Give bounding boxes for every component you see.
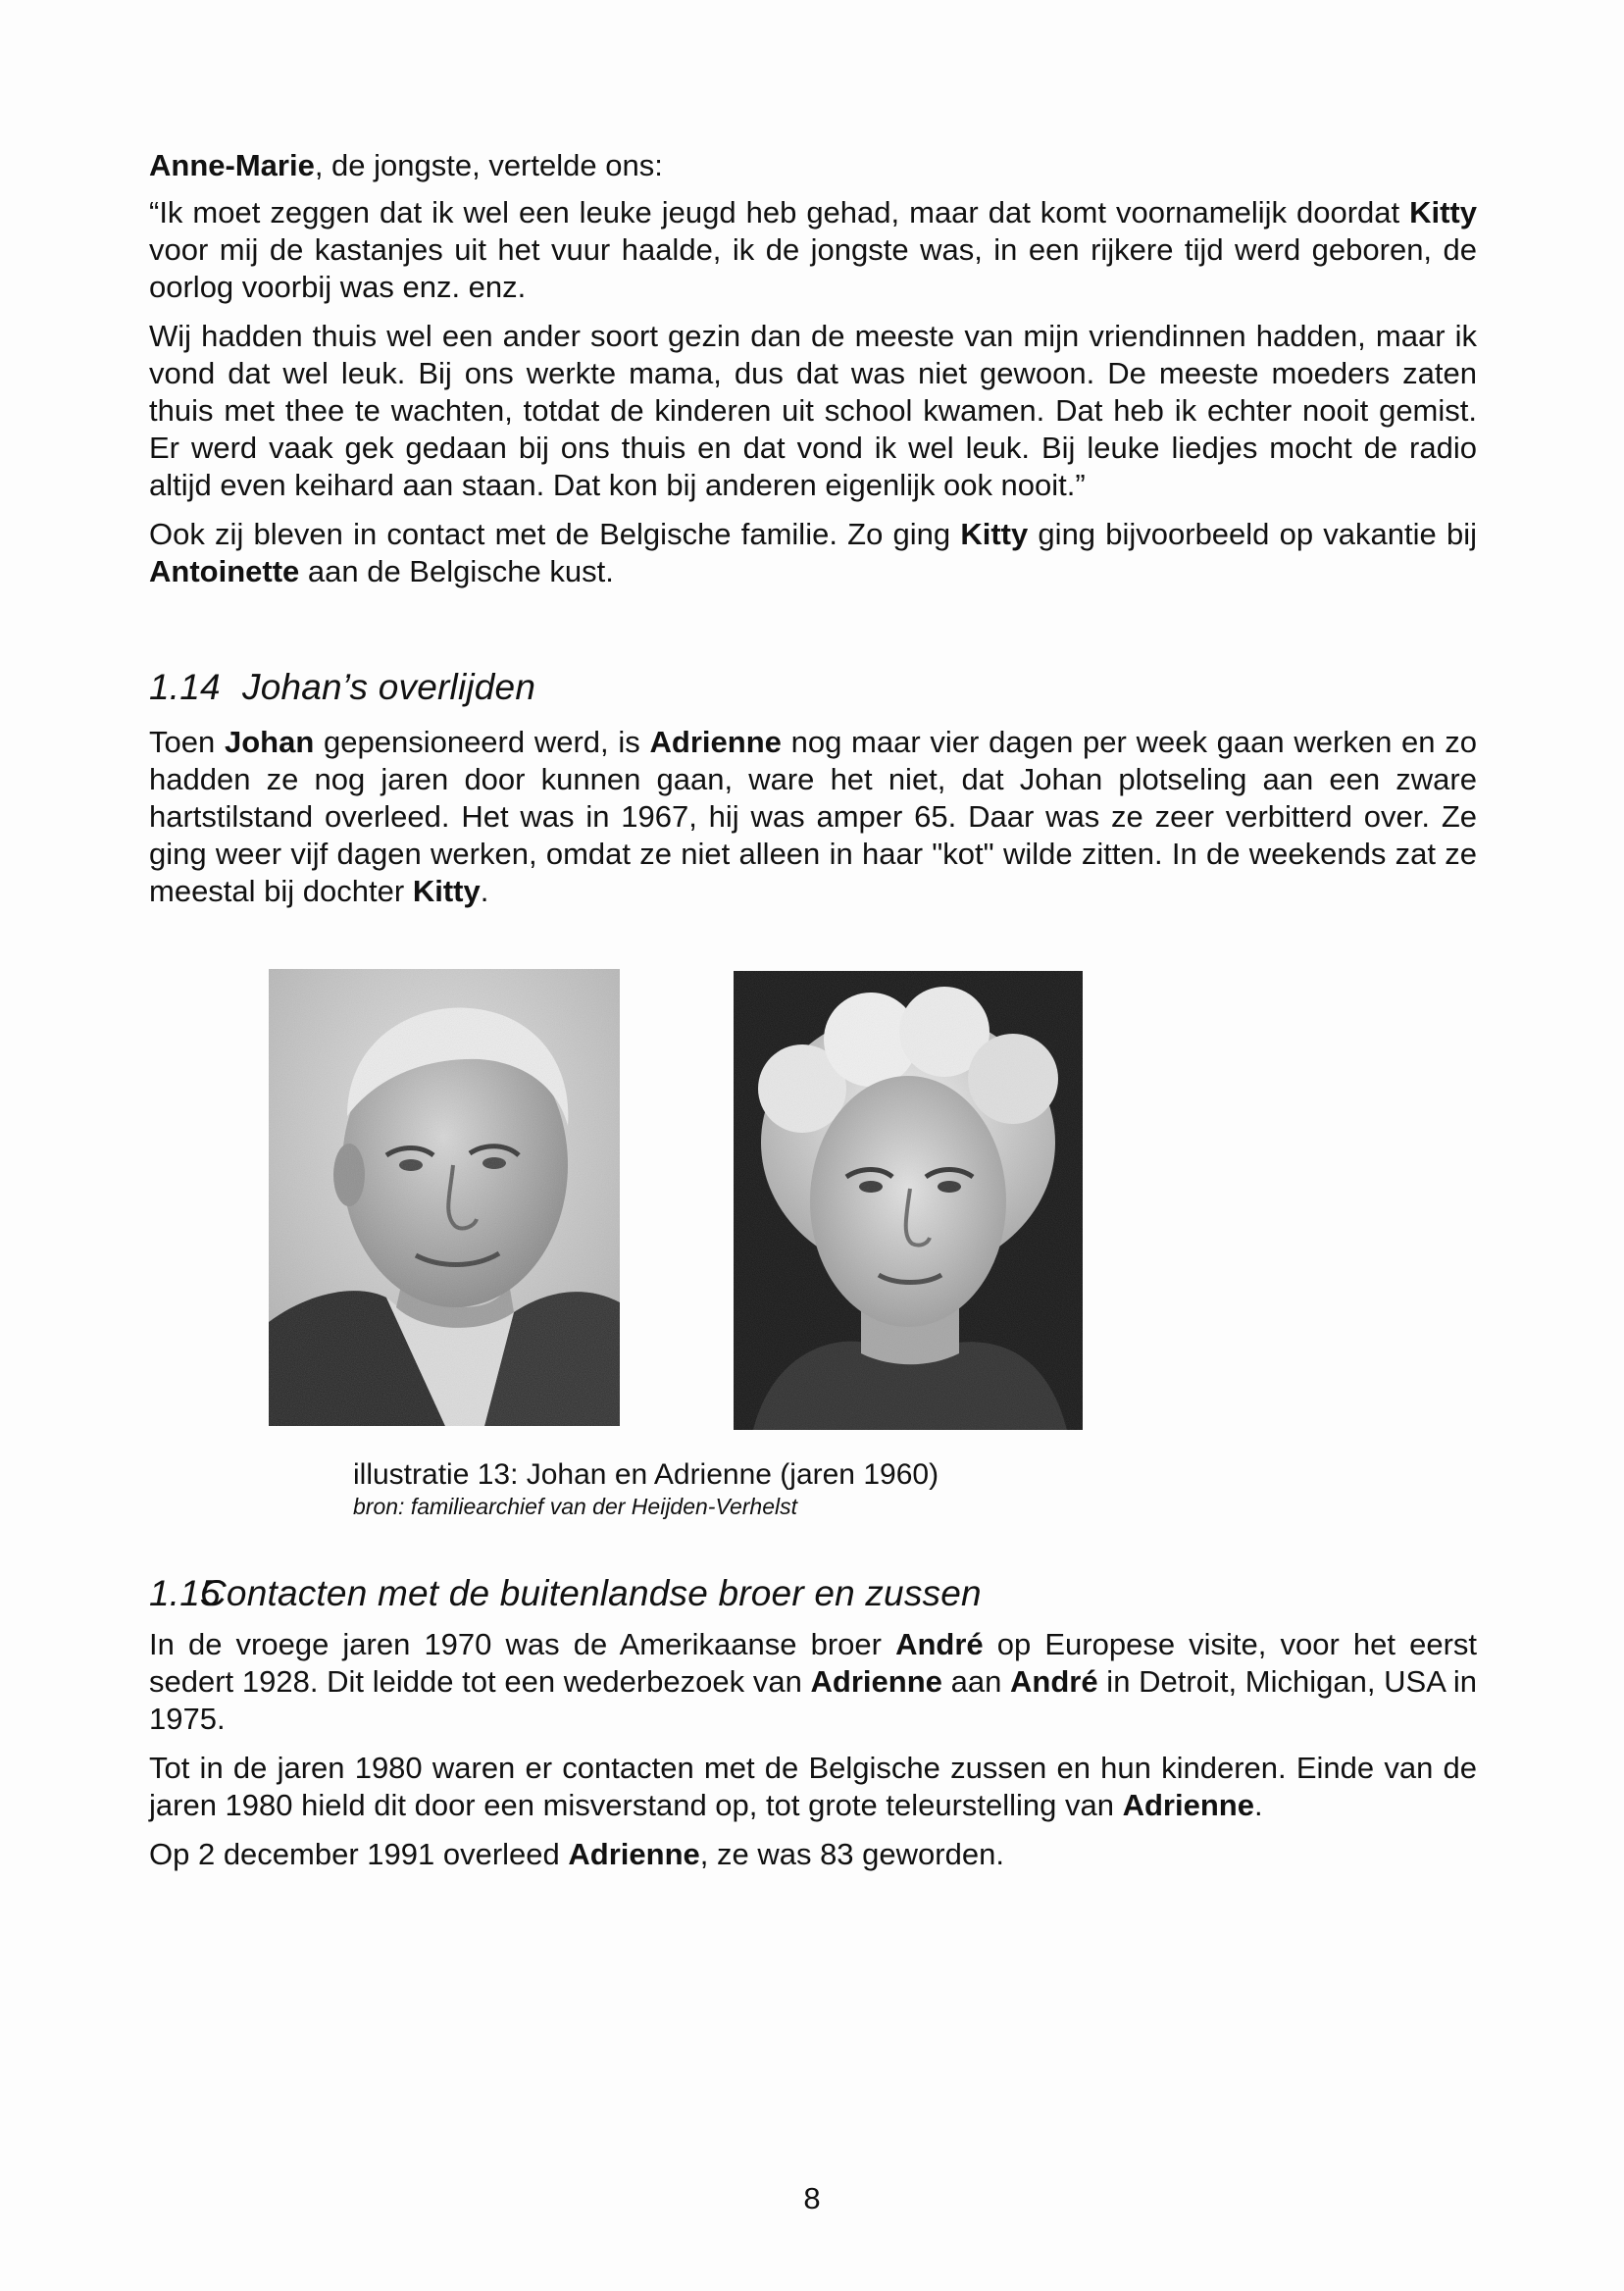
page-number: 8 [803, 2181, 821, 2215]
caption-source: bron: familiearchief van der Heijden-Verhelst [353, 1494, 797, 1519]
portrait-woman-image [734, 971, 1083, 1430]
intro-paragraph-1: Anne-Marie, de jongste, vertelde ons: [149, 148, 663, 182]
bold-name: Adrienne [649, 725, 782, 759]
photo-johan [269, 969, 620, 1426]
bold-name: Antoinette [149, 554, 300, 588]
photo-adrienne [734, 971, 1083, 1430]
section-1-14-paragraph: Toen Johan gepensioneerd werd, is Adrienne nog maar vier dagen per week gaan werken en zo hadden ze nog jaren door kunnen gaan, ware het niet, dat Johan plotseling aan een zware hartstilstand overleed. Het was in 1967, hij was amper 65. Daar was ze zeer verbitterd over. Ze ging weer vijf dagen werken, omdat ze niet alleen in haar "kot" wilde zitten. In de weekends zat ze meestal bij dochter Kitty. [149, 725, 1477, 908]
figure-caption [353, 1457, 1138, 1520]
section-1-15-paragraph-3: Op 2 december 1991 overleed Adrienne, ze was 83 geworden. [149, 1837, 1004, 1871]
caption-text: illustratie 13: Johan en Adrienne (jaren 1960) [353, 1458, 939, 1491]
bold-name: Johan [224, 725, 315, 759]
portrait-man-image [269, 969, 620, 1426]
section-1-15-body [149, 1626, 1477, 1873]
section-1-15-paragraph-2: Tot in de jaren 1980 waren er contacten met de Belgische zussen en hun kinderen. Einde van de jaren 1980 hield dit door een misverstand op, tot grote teleurstelling van Adrienne. [149, 1751, 1477, 1822]
speaker-name: Anne-Marie [149, 148, 315, 182]
bold-name: Kitty [960, 517, 1029, 551]
bold-name: André [1010, 1664, 1098, 1699]
quote-paragraph-1: “Ik moet zeggen dat ik wel een leuke jeugd heb gehad, maar dat komt voornamelijk doordat Kitty voor mij de kastanjes uit het vuur haalde, ik de jongste was, in een rijkere tijd werd geboren, de oorlog voorbij was enz. enz. [149, 195, 1477, 304]
bold-name: Kitty [412, 874, 481, 908]
bold-name: Adrienne [568, 1837, 700, 1871]
intro-section [149, 147, 1477, 590]
bold-name: Adrienne [1122, 1788, 1254, 1822]
section-1-14-body [149, 724, 1477, 910]
bold-name: Kitty [1409, 195, 1477, 229]
quote-paragraph-2: Wij hadden thuis wel een ander soort gezin dan de meeste van mijn vriendinnen hadden, maar ik vond dat wel leuk. Bij ons werkte mama, dus dat was niet gewoon. De meeste moeders zaten thuis met thee te wachten, totdat de kinderen uit school kwamen. Dat heb ik echter nooit gemist. Er werd vaak gek gedaan bij ons thuis en dat vond ik wel leuk. Bij leuke liedjes mocht de radio altijd even keihard aan staan. Dat kon bij anderen eigenlijk ook nooit.” [149, 319, 1477, 502]
section-heading-1-14: 1.14 Johan’s overlijden [149, 667, 536, 707]
section-heading-1-15: 1.15Contacten met de buitenlandse broer en zussen [149, 1573, 982, 1613]
bold-name: André [895, 1627, 984, 1661]
bold-name: Adrienne [810, 1664, 942, 1699]
intro-paragraph-contact: Ook zij bleven in contact met de Belgische familie. Zo ging Kitty ging bijvoorbeeld op vakantie bij Antoinette aan de Belgische kust. [149, 517, 1477, 588]
section-1-15-paragraph-1: In de vroege jaren 1970 was de Amerikaanse broer André op Europese visite, voor het eerst sedert 1928. Dit leidde tot een wederbezoek van Adrienne aan André in Detroit, Michigan, USA in 1975. [149, 1627, 1478, 1736]
